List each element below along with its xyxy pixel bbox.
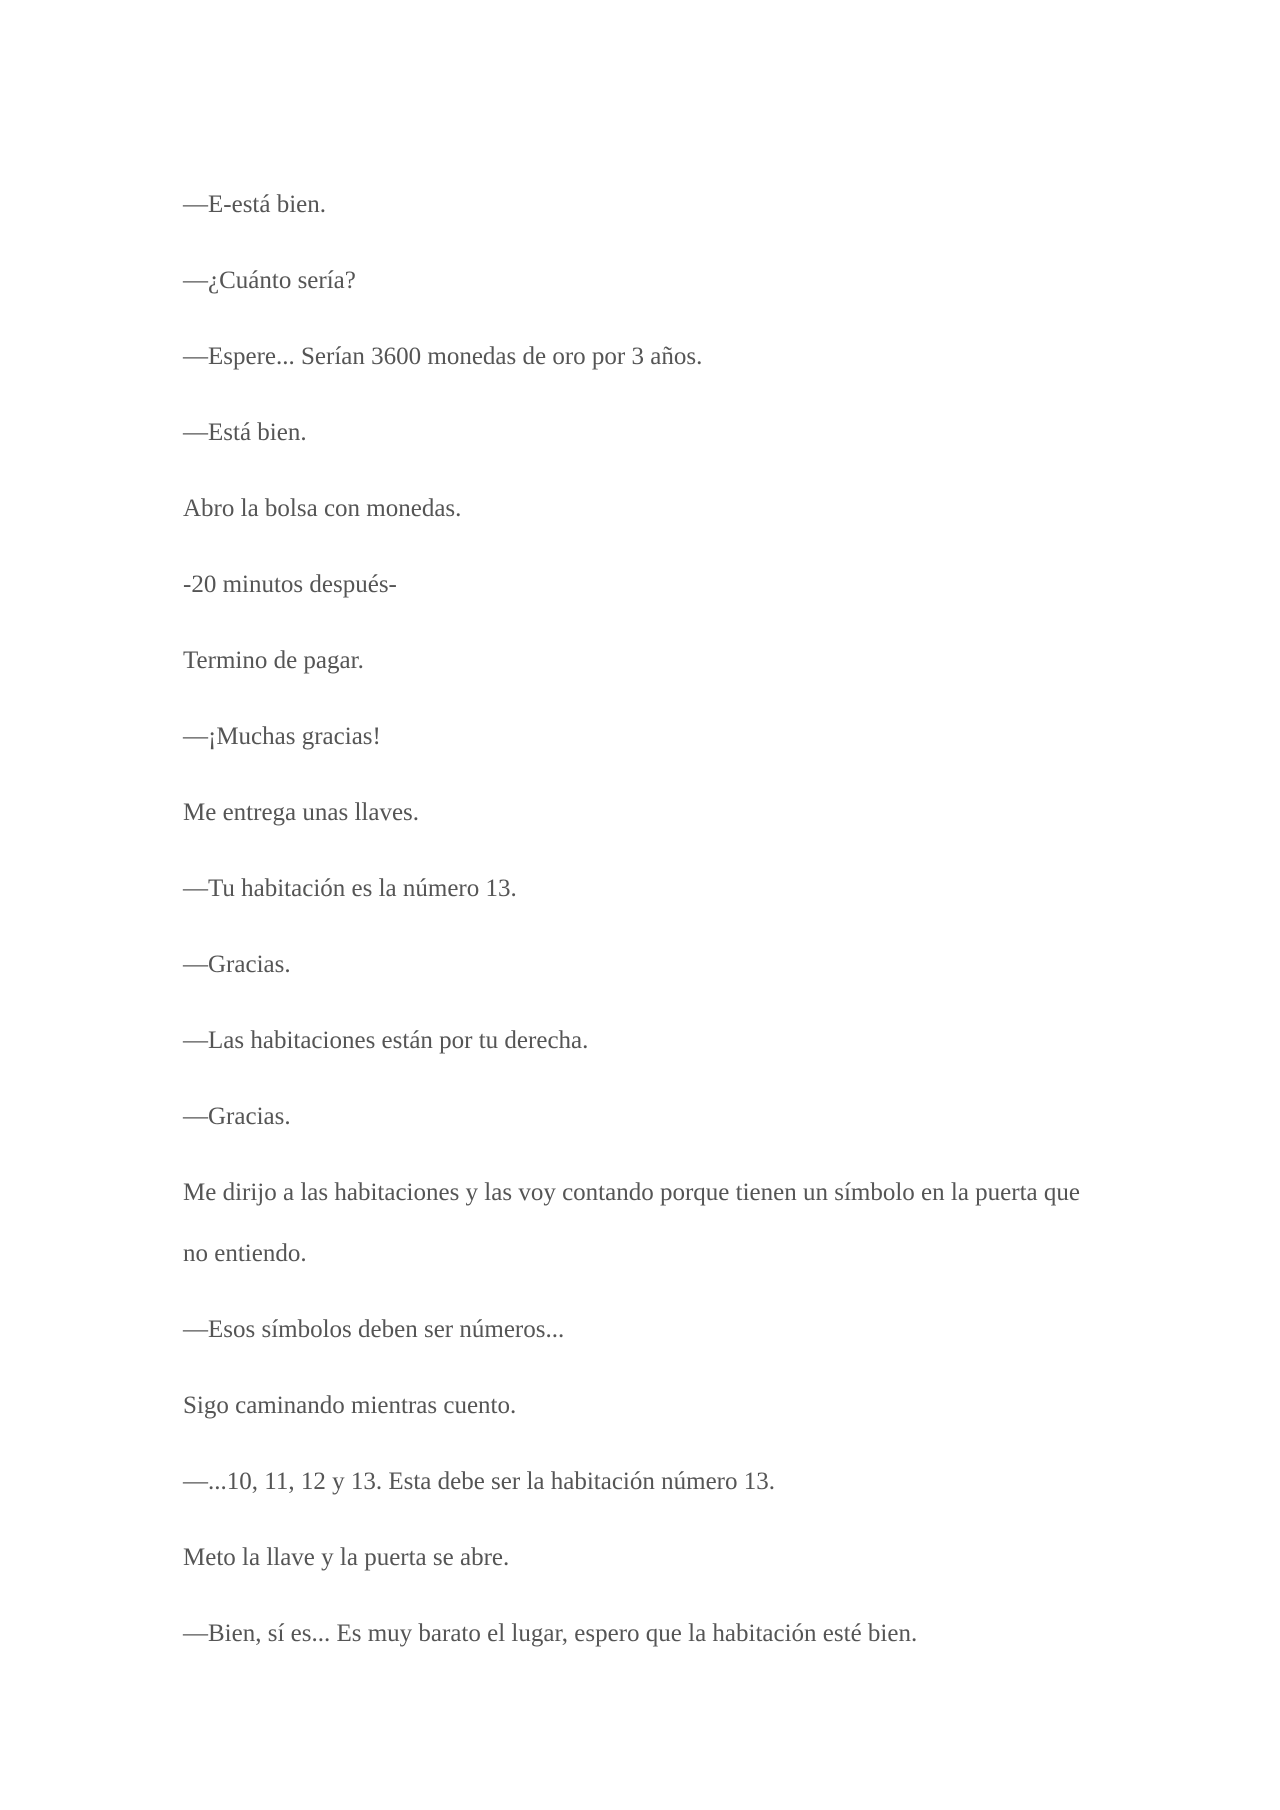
paragraph: —Bien, sí es... Es muy barato el lugar, espero que la habitación esté bien. xyxy=(183,1620,918,1647)
paragraph: —Espere... Serían 3600 monedas de oro por 3 años. xyxy=(183,343,703,370)
paragraph: -20 minutos después- xyxy=(183,571,397,598)
paragraph: —...10, 11, 12 y 13. Esta debe ser la habitación número 13. xyxy=(183,1468,775,1495)
paragraph: —Gracias. xyxy=(183,1103,291,1130)
document-body xyxy=(183,174,1103,1679)
paragraph: —Gracias. xyxy=(183,951,291,978)
paragraph: —Esos símbolos deben ser números... xyxy=(183,1316,565,1343)
paragraph: Meto la llave y la puerta se abre. xyxy=(183,1544,510,1571)
paragraph: —¡Muchas gracias! xyxy=(183,723,381,750)
paragraph: Sigo caminando mientras cuento. xyxy=(183,1392,517,1419)
paragraph: —E-está bien. xyxy=(183,191,327,218)
paragraph: —Tu habitación es la número 13. xyxy=(183,875,517,902)
paragraph: Me entrega unas llaves. xyxy=(183,799,420,826)
paragraph: Me dirijo a las habitaciones y las voy contando porque tienen un símbolo en la puerta que no entiendo. xyxy=(183,1179,1080,1267)
paragraph: —Las habitaciones están por tu derecha. xyxy=(183,1027,589,1054)
paragraph: Abro la bolsa con monedas. xyxy=(183,495,462,522)
paragraph: Termino de pagar. xyxy=(183,647,364,674)
paragraph: —¿Cuánto sería? xyxy=(183,267,356,294)
paragraph: —Está bien. xyxy=(183,419,307,446)
